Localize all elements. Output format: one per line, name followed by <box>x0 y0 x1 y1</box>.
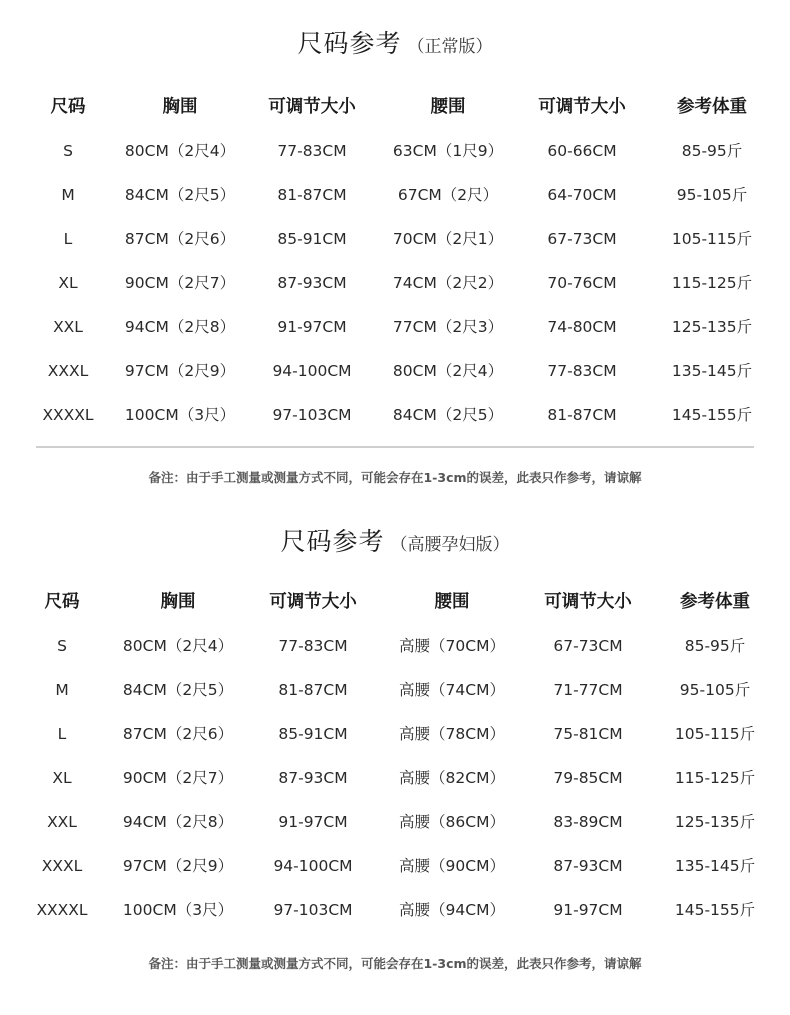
cell-waist: 84CM（2尺5） <box>392 406 504 424</box>
cell-waist: 高腰（82CM） <box>399 769 505 787</box>
cell-size: XL <box>52 769 72 787</box>
cell-weight: 145-155斤 <box>674 901 756 919</box>
header-bust-adjustable: 可调节大小 <box>269 592 357 612</box>
cell-waist-adjustable: 60-66CM <box>547 142 617 160</box>
cell-waist-adjustable: 77-83CM <box>547 362 617 380</box>
header-waist-adjustable: 可调节大小 <box>538 97 626 117</box>
cell-weight: 105-115斤 <box>671 230 753 248</box>
cell-waist-adjustable: 83-89CM <box>553 813 623 831</box>
header-size: 尺码 <box>50 97 86 117</box>
cell-waist: 74CM（2尺2） <box>392 274 504 292</box>
cell-waist: 80CM（2尺4） <box>392 362 504 380</box>
cell-waist-adjustable: 91-97CM <box>553 901 623 919</box>
cell-bust: 84CM（2尺5） <box>122 681 234 699</box>
cell-weight: 125-135斤 <box>674 813 756 831</box>
cell-weight: 125-135斤 <box>671 318 753 336</box>
cell-waist-adjustable: 74-80CM <box>547 318 617 336</box>
table-row <box>0 305 790 349</box>
cell-size: L <box>57 725 67 743</box>
cell-waist: 63CM（1尺9） <box>392 142 504 160</box>
cell-weight: 85-95斤 <box>684 637 746 655</box>
cell-size: XXXL <box>47 362 89 380</box>
cell-bust-adjustable: 97-103CM <box>273 901 353 919</box>
cell-waist: 高腰（74CM） <box>399 681 505 699</box>
section-title: 尺码参考 <box>280 527 385 556</box>
cell-bust-adjustable: 97-103CM <box>272 406 352 424</box>
cell-bust: 94CM（2尺8） <box>122 813 234 831</box>
cell-bust-adjustable: 85-91CM <box>277 230 347 248</box>
cell-size: XXXXL <box>36 901 88 919</box>
cell-size: XXL <box>47 813 77 831</box>
table-row <box>0 129 790 173</box>
cell-weight: 145-155斤 <box>671 406 753 424</box>
table-row <box>0 173 790 217</box>
cell-bust: 100CM（3尺） <box>124 406 236 424</box>
cell-waist-adjustable: 67-73CM <box>553 637 623 655</box>
cell-weight: 135-145斤 <box>674 857 756 875</box>
cell-bust: 90CM（2尺7） <box>122 769 234 787</box>
cell-bust-adjustable: 94-100CM <box>273 857 353 875</box>
cell-waist-adjustable: 87-93CM <box>553 857 623 875</box>
cell-bust: 80CM（2尺4） <box>124 142 236 160</box>
header-weight: 参考体重 <box>680 592 750 612</box>
cell-bust-adjustable: 91-97CM <box>278 813 348 831</box>
cell-weight: 135-145斤 <box>671 362 753 380</box>
table-row <box>0 844 790 888</box>
cell-waist: 高腰（86CM） <box>399 813 505 831</box>
cell-bust-adjustable: 85-91CM <box>278 725 348 743</box>
table-header-row <box>0 580 790 624</box>
table-row <box>0 712 790 756</box>
section-divider <box>36 446 754 448</box>
cell-waist: 高腰（94CM） <box>399 901 505 919</box>
cell-bust-adjustable: 91-97CM <box>277 318 347 336</box>
cell-bust: 97CM（2尺9） <box>122 857 234 875</box>
cell-size: L <box>63 230 73 248</box>
cell-size: XXL <box>53 318 83 336</box>
measurement-note: 备注：由于手工测量或测量方式不同，可能会存在1-3cm的误差，此表只作参考，请谅解 <box>148 956 642 971</box>
cell-bust: 87CM（2尺6） <box>122 725 234 743</box>
table-row <box>0 217 790 261</box>
size-table-normal <box>0 85 790 437</box>
header-bust: 胸围 <box>162 97 198 117</box>
table-row <box>0 888 790 932</box>
cell-size: M <box>55 681 69 699</box>
cell-bust-adjustable: 87-93CM <box>278 769 348 787</box>
table-row <box>0 261 790 305</box>
table-row <box>0 756 790 800</box>
table-row <box>0 624 790 668</box>
cell-bust-adjustable: 77-83CM <box>278 637 348 655</box>
measurement-note: 备注：由于手工测量或测量方式不同，可能会存在1-3cm的误差，此表只作参考，请谅解 <box>148 470 642 485</box>
cell-waist-adjustable: 71-77CM <box>553 681 623 699</box>
table-row <box>0 393 790 437</box>
section-subtitle: （高腰孕妇版） <box>390 535 510 555</box>
table-row <box>0 800 790 844</box>
header-waist: 腰围 <box>434 592 470 612</box>
section-title: 尺码参考 <box>297 29 402 58</box>
header-bust-adjustable: 可调节大小 <box>268 97 356 117</box>
cell-weight: 85-95斤 <box>681 142 743 160</box>
header-waist-adjustable: 可调节大小 <box>544 592 632 612</box>
cell-bust: 94CM（2尺8） <box>124 318 236 336</box>
cell-bust: 87CM（2尺6） <box>124 230 236 248</box>
header-weight: 参考体重 <box>677 97 747 117</box>
cell-weight: 115-125斤 <box>674 769 756 787</box>
cell-size: S <box>63 142 73 160</box>
cell-size: S <box>57 637 67 655</box>
table-row <box>0 349 790 393</box>
cell-waist-adjustable: 81-87CM <box>547 406 617 424</box>
cell-waist-adjustable: 75-81CM <box>553 725 623 743</box>
cell-weight: 105-115斤 <box>674 725 756 743</box>
cell-waist: 高腰（70CM） <box>399 637 505 655</box>
cell-bust-adjustable: 87-93CM <box>277 274 347 292</box>
header-bust: 胸围 <box>160 592 196 612</box>
cell-bust-adjustable: 81-87CM <box>277 186 347 204</box>
cell-waist: 77CM（2尺3） <box>392 318 504 336</box>
cell-bust: 100CM（3尺） <box>122 901 234 919</box>
cell-size: XXXL <box>41 857 83 875</box>
cell-weight: 95-105斤 <box>679 681 751 699</box>
cell-waist-adjustable: 70-76CM <box>547 274 617 292</box>
cell-size: XXXXL <box>42 406 94 424</box>
cell-bust-adjustable: 77-83CM <box>277 142 347 160</box>
size-table-maternity <box>0 580 790 932</box>
cell-bust: 84CM（2尺5） <box>124 186 236 204</box>
cell-waist: 67CM（2尺） <box>397 186 499 204</box>
cell-weight: 115-125斤 <box>671 274 753 292</box>
cell-waist-adjustable: 64-70CM <box>547 186 617 204</box>
cell-size: XL <box>58 274 78 292</box>
size-chart-title-maternity <box>0 522 790 558</box>
size-chart-title-normal <box>0 24 790 60</box>
cell-bust-adjustable: 94-100CM <box>272 362 352 380</box>
cell-bust: 90CM（2尺7） <box>124 274 236 292</box>
section-subtitle: （正常版） <box>407 37 493 57</box>
table-header-row <box>0 85 790 129</box>
header-waist: 腰围 <box>430 97 466 117</box>
cell-bust: 80CM（2尺4） <box>122 637 234 655</box>
table-row <box>0 668 790 712</box>
cell-size: M <box>61 186 75 204</box>
cell-waist: 70CM（2尺1） <box>392 230 504 248</box>
header-size: 尺码 <box>44 592 80 612</box>
cell-bust: 97CM（2尺9） <box>124 362 236 380</box>
cell-waist: 高腰（78CM） <box>399 725 505 743</box>
cell-waist-adjustable: 79-85CM <box>553 769 623 787</box>
cell-waist-adjustable: 67-73CM <box>547 230 617 248</box>
cell-bust-adjustable: 81-87CM <box>278 681 348 699</box>
cell-waist: 高腰（90CM） <box>399 857 505 875</box>
cell-weight: 95-105斤 <box>676 186 748 204</box>
